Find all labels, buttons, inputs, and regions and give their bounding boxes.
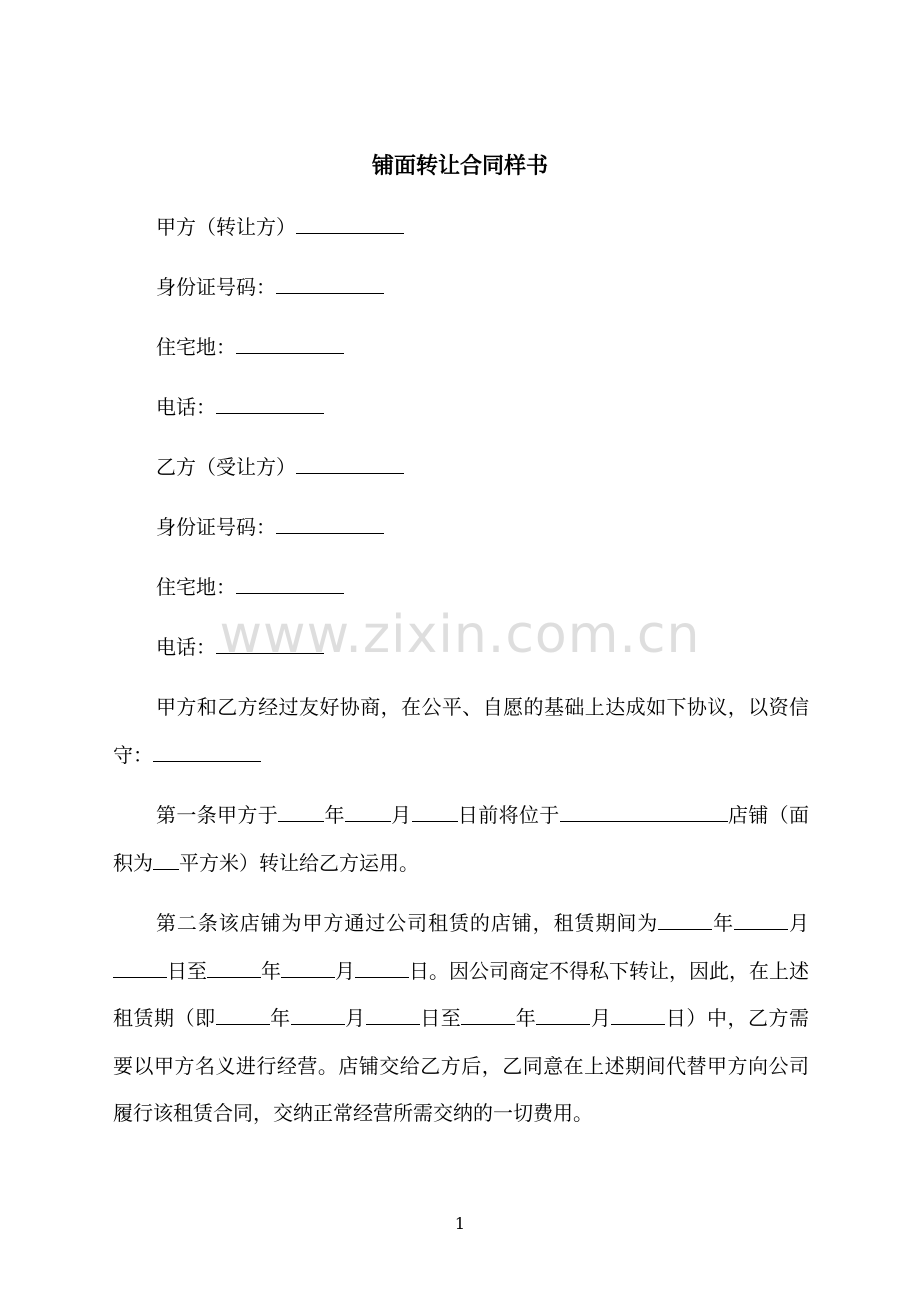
party-a-address-label: 住宅地： xyxy=(156,335,236,359)
party-a-id-blank xyxy=(276,271,384,294)
article-1-text: 月 xyxy=(390,803,412,827)
party-b-heading: 乙方（受让方） xyxy=(156,455,296,479)
article-2-text: 日。因公司商定不得私下转让，因此，在上述租赁期（即 xyxy=(113,958,809,1030)
blank xyxy=(207,955,261,978)
party-a-heading: 甲方（转让方） xyxy=(156,215,296,239)
party-b-address-label: 住宅地： xyxy=(156,575,236,599)
article-2-text: 日至 xyxy=(419,1006,462,1030)
party-b-phone-label: 电话： xyxy=(156,635,216,659)
party-a-address-blank xyxy=(236,331,344,354)
article-2-text: 年 xyxy=(269,1006,291,1030)
blank xyxy=(734,907,788,930)
area-blank xyxy=(153,847,179,870)
blank xyxy=(461,1002,515,1025)
party-a-phone-blank xyxy=(216,391,324,414)
article-2-text: 月 xyxy=(335,958,355,983)
party-a-heading-line xyxy=(156,211,404,242)
party-a-phone-label: 电话： xyxy=(156,395,216,419)
blank xyxy=(366,1002,420,1025)
article-1-text: 平方米）转让给乙方运用。 xyxy=(179,850,419,875)
article-2-text: 月 xyxy=(344,1006,366,1030)
party-b-name-blank xyxy=(296,451,404,474)
intro-blank xyxy=(153,739,261,762)
article-2-text: 年 xyxy=(515,1006,537,1030)
party-b-id-blank xyxy=(276,511,384,534)
location-blank xyxy=(560,799,728,822)
article-2-text: 月 xyxy=(590,1006,612,1030)
article-2-text: 日至 xyxy=(167,958,207,983)
blank xyxy=(536,1002,590,1025)
page-number: 1 xyxy=(454,1214,466,1233)
document-title: 铺面转让合同样书 xyxy=(371,154,548,179)
intro-paragraph xyxy=(113,684,809,779)
party-a-id-line xyxy=(156,271,384,302)
party-b-id-label: 身份证号码： xyxy=(156,515,276,539)
article-2-text: 月 xyxy=(788,911,810,935)
blank xyxy=(291,1002,345,1025)
party-a-address-line xyxy=(156,331,344,362)
article-2-text: 年 xyxy=(261,958,281,983)
blank xyxy=(355,955,409,978)
blank xyxy=(281,955,335,978)
article-1-text: 店铺（面积为 xyxy=(113,803,810,875)
blank xyxy=(658,907,712,930)
party-a-phone-line xyxy=(156,391,324,422)
article-1-text: 第一条甲方于 xyxy=(156,803,279,827)
blank xyxy=(216,1002,270,1025)
blank xyxy=(611,1002,665,1025)
article-1-text: 年 xyxy=(324,803,345,827)
blank xyxy=(113,955,167,978)
article-2-text: 年 xyxy=(712,911,735,935)
party-a-name-blank xyxy=(296,211,404,234)
blank xyxy=(412,799,458,822)
article-2-text: 日）中，乙方需要以甲方名义进行经营。店铺交给乙方后，乙同意在上述期间代替甲方向公司履行该租赁合同，交纳正常经营所需交纳的一切费用。 xyxy=(113,1006,810,1125)
article-1-paragraph xyxy=(113,792,809,887)
blank xyxy=(278,799,324,822)
intro-text: 甲方和乙方经过友好协商，在公平、自愿的基础上达成如下协议，以资信守： xyxy=(113,695,809,767)
party-a-id-label: 身份证号码： xyxy=(156,275,276,299)
party-b-address-blank xyxy=(236,571,344,594)
party-b-address-line xyxy=(156,571,344,602)
party-b-id-line xyxy=(156,511,384,542)
article-1-text: 日前将位于 xyxy=(457,803,560,827)
party-b-phone-line xyxy=(156,631,324,662)
watermark: www.zixin.com.cn xyxy=(219,605,701,665)
party-b-heading-line xyxy=(156,451,404,482)
article-2-paragraph xyxy=(113,900,809,1138)
party-b-phone-blank xyxy=(216,631,324,654)
blank xyxy=(345,799,391,822)
article-2-text: 第二条该店铺为甲方通过公司租赁的店铺，租赁期间为 xyxy=(156,911,659,935)
